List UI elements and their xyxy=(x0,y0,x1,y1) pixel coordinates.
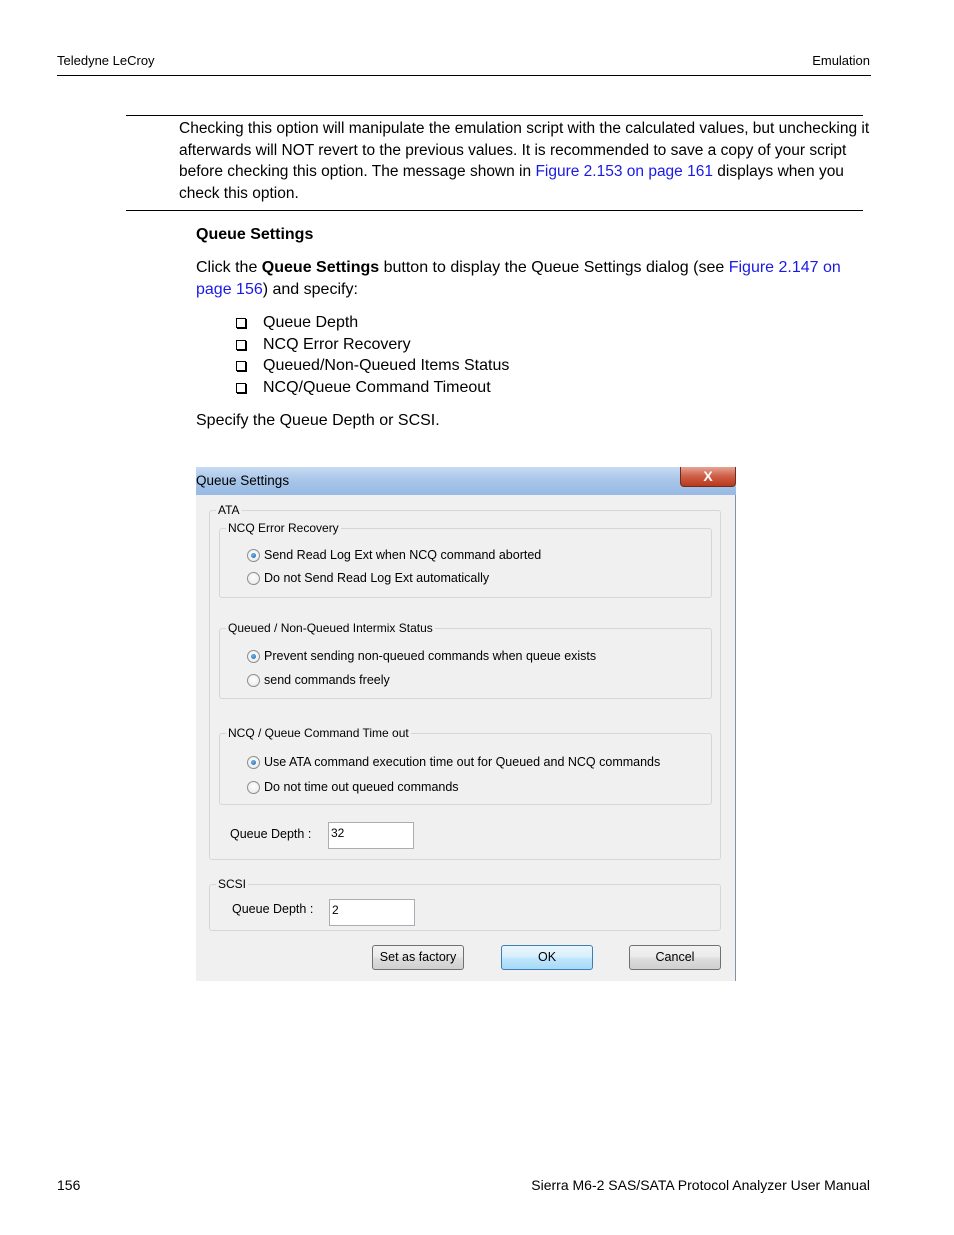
footer-page-number: 156 xyxy=(57,1177,81,1193)
timeout-group-label: NCQ / Queue Command Time out xyxy=(228,726,409,740)
ata-group-label: ATA xyxy=(218,503,240,517)
checkbox-bullet-icon xyxy=(236,383,246,393)
ncq-error-group xyxy=(219,521,712,598)
option-label: Prevent sending non-queued commands when queue exists xyxy=(264,649,597,663)
section-title: Queue Settings xyxy=(196,226,314,243)
checkbox-bullet-icon xyxy=(236,361,246,371)
dialog-title: Queue Settings xyxy=(196,473,290,488)
footer-manual-title: Sierra M6-2 SAS/SATA Protocol Analyzer User Manual xyxy=(531,1177,870,1193)
option-label: Send Read Log Ext when NCQ command aborted xyxy=(264,548,542,562)
closing-paragraph: Specify the Queue Depth or SCSI. xyxy=(196,412,440,429)
scsi-queue-depth-input[interactable]: 2 xyxy=(329,899,415,926)
ncq-error-option-2[interactable] xyxy=(247,571,489,585)
timeout-group xyxy=(219,726,712,805)
bullet-text: NCQ Error Recovery xyxy=(263,335,411,353)
radio-selected-icon[interactable] xyxy=(247,650,260,663)
option-label: Use ATA command execution time out for Queued and NCQ commands xyxy=(264,755,661,769)
set-as-factory-button[interactable]: Set as factory xyxy=(372,945,464,970)
scsi-group xyxy=(209,877,721,931)
checkbox-bullet-icon xyxy=(236,318,246,328)
intro-suffix: ) and specify: xyxy=(262,281,358,298)
radio-selected-icon[interactable] xyxy=(247,756,260,769)
radio-icon[interactable] xyxy=(247,674,260,687)
intro-bold: Queue Settings xyxy=(261,259,380,276)
ata-group xyxy=(209,503,721,860)
close-button[interactable] xyxy=(680,467,736,487)
list-item xyxy=(236,377,509,399)
list-item xyxy=(236,355,509,377)
note-top-rule xyxy=(126,115,863,116)
dialog-titlebar[interactable] xyxy=(196,467,736,495)
scsi-group-label: SCSI xyxy=(218,877,247,891)
ncq-error-option-1[interactable] xyxy=(247,548,541,562)
radio-icon[interactable] xyxy=(247,781,260,794)
close-icon: X xyxy=(703,468,713,484)
cancel-button[interactable]: Cancel xyxy=(629,945,721,970)
bullet-text: NCQ/Queue Command Timeout xyxy=(263,378,491,396)
bullet-text: Queued/Non-Queued Items Status xyxy=(263,357,510,375)
note-text-end: displays when you check this option. xyxy=(179,163,844,203)
checkbox-bullet-icon xyxy=(236,340,246,350)
ok-button[interactable]: OK xyxy=(501,945,593,970)
intermix-group-label: Queued / Non-Queued Intermix Status xyxy=(228,621,433,635)
note-bottom-rule xyxy=(126,210,863,211)
bullet-text: Queue Depth xyxy=(263,313,359,331)
note-text-part: Checking this option will manipulate the emulation script with the calculated values, but unchecking it afterwards will NOT revert to the previous values. It is recommended to save a copy of your script before checking this option. The message shown in xyxy=(179,120,870,181)
note-figure-link[interactable]: Figure 2.153 on page 161 xyxy=(535,163,713,181)
scsi-queue-depth-label: Queue Depth : xyxy=(232,902,314,916)
intermix-group xyxy=(219,621,712,699)
header-left: Teledyne LeCroy xyxy=(57,53,155,68)
radio-selected-icon[interactable] xyxy=(247,549,260,562)
intro-paragraph xyxy=(196,257,871,301)
bullet-list xyxy=(236,312,509,399)
timeout-option-1[interactable] xyxy=(247,755,660,769)
header-rule xyxy=(57,75,871,76)
note-text xyxy=(179,118,871,205)
ata-queue-depth-label: Queue Depth : xyxy=(230,827,312,841)
queue-settings-dialog xyxy=(196,467,736,981)
list-item xyxy=(236,334,509,356)
ata-queue-depth-input[interactable]: 32 xyxy=(328,822,414,849)
intro-prefix: Click the xyxy=(196,259,262,276)
header-right: Emulation xyxy=(812,53,870,68)
option-label: Do not time out queued commands xyxy=(264,780,459,794)
radio-icon[interactable] xyxy=(247,572,260,585)
intro-figure-link[interactable]: Figure 2.147 on page 156 xyxy=(196,259,841,298)
intermix-option-2[interactable] xyxy=(247,673,390,687)
intro-mid: button to display the Queue Settings dialog (see xyxy=(379,259,729,276)
list-item xyxy=(236,312,509,334)
intermix-option-1[interactable] xyxy=(247,649,596,663)
ncq-error-group-label: NCQ Error Recovery xyxy=(228,521,339,535)
option-label: send commands freely xyxy=(264,673,390,687)
option-label: Do not Send Read Log Ext automatically xyxy=(264,571,490,585)
timeout-option-2[interactable] xyxy=(247,780,459,794)
